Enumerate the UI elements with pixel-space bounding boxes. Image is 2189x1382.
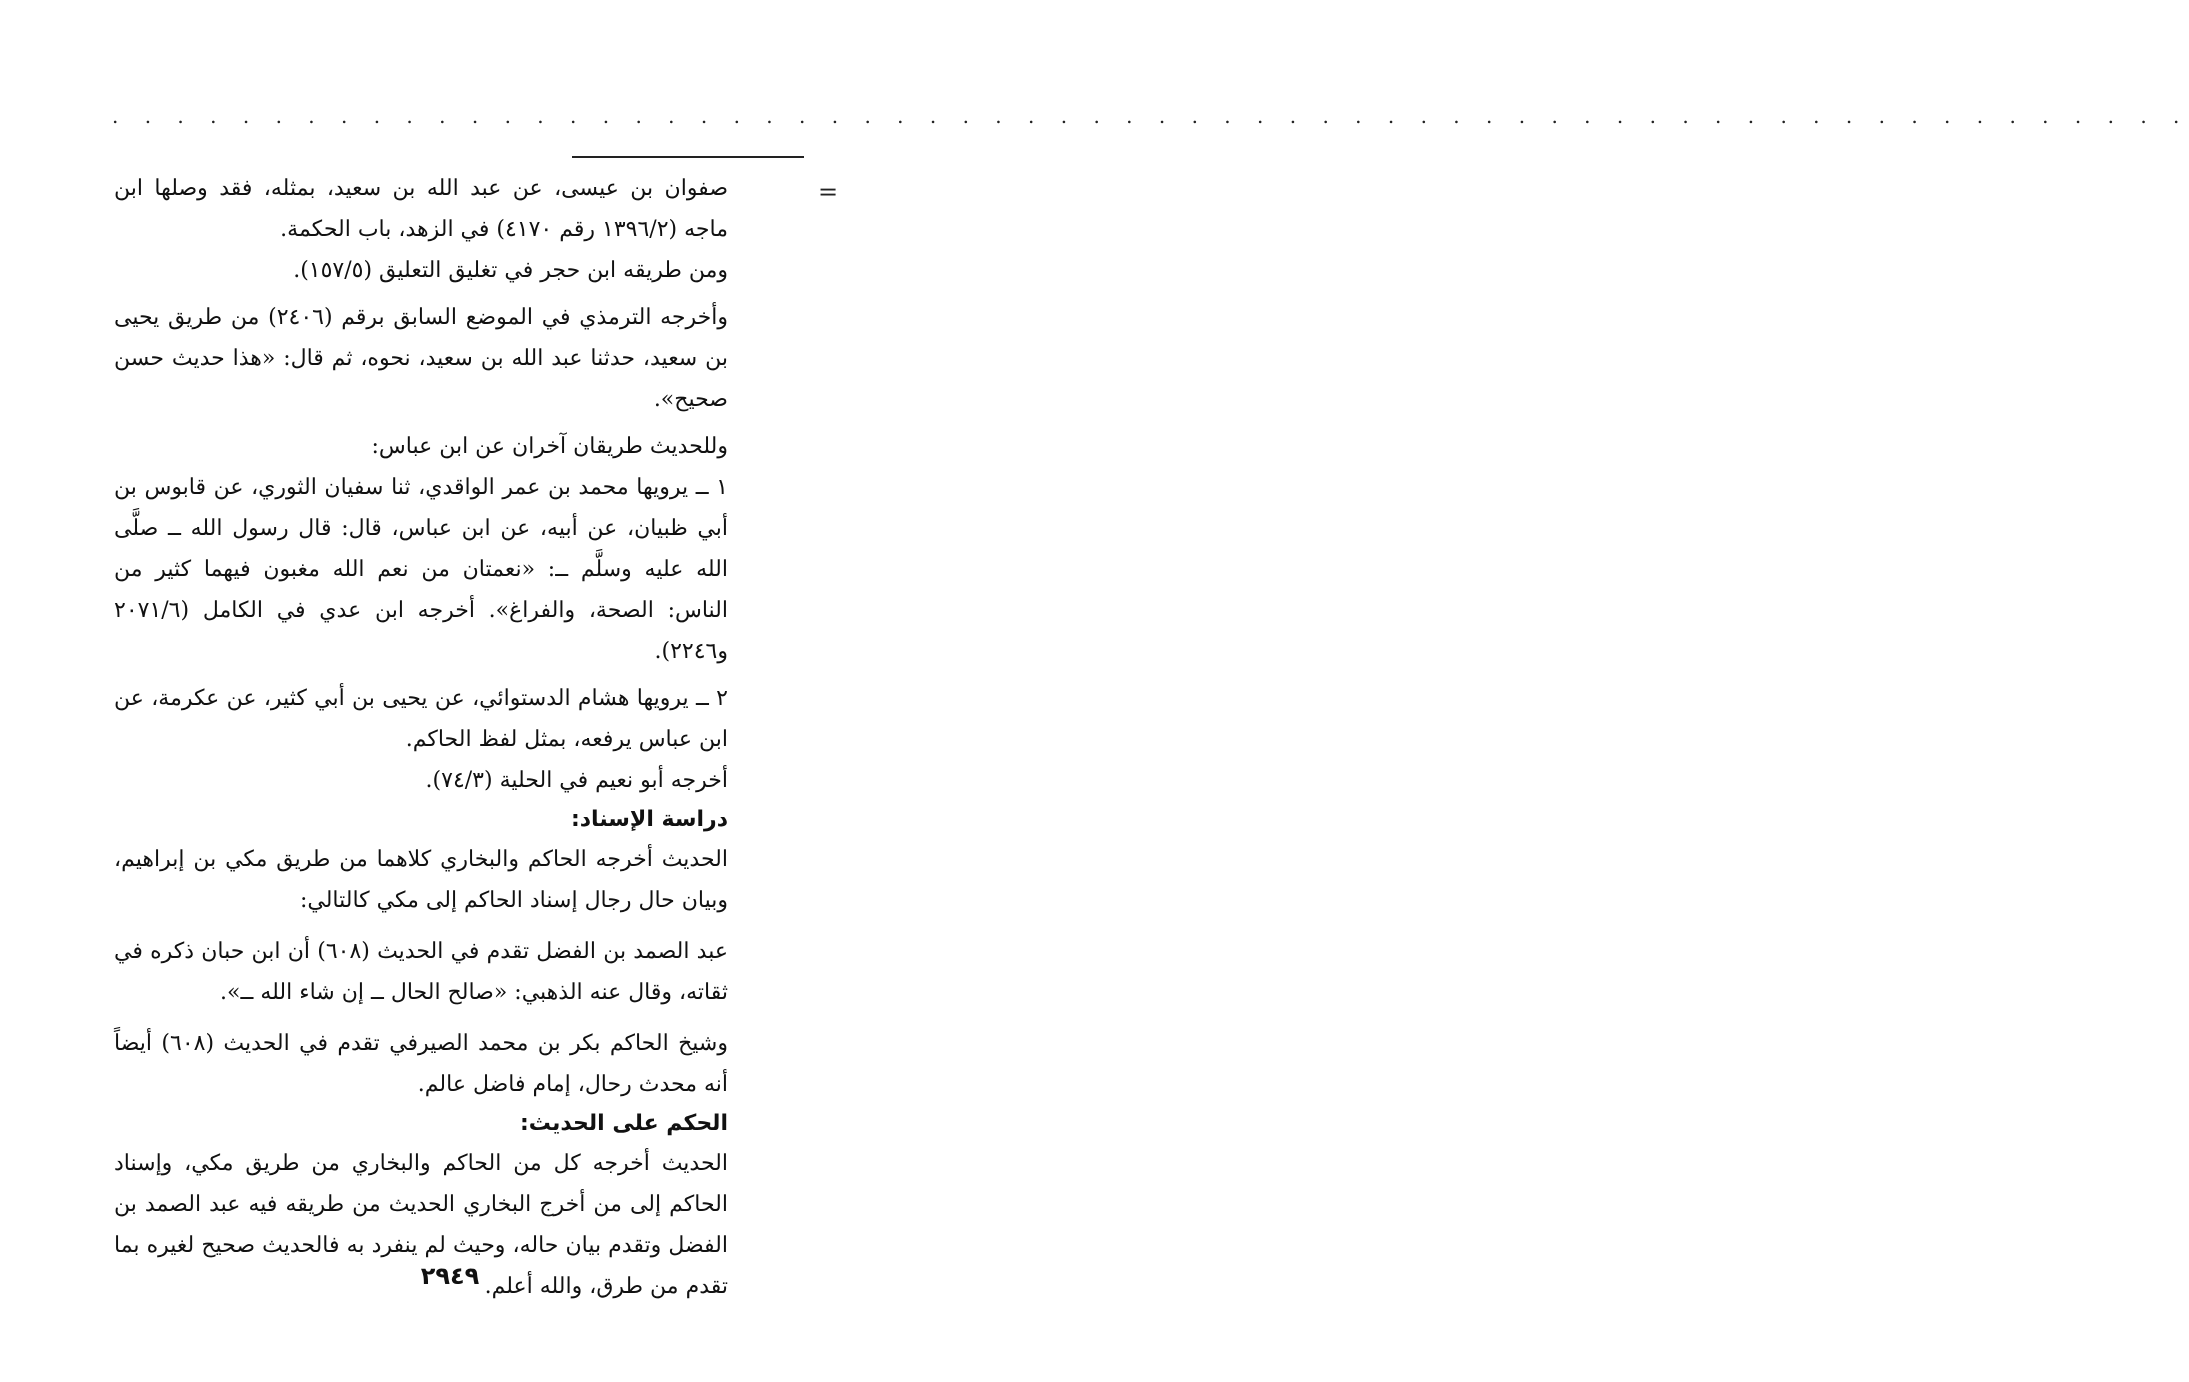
- paragraph-3: وأخرجه الترمذي في الموضع السابق برقم (٢٤٠٦) من طريق يحيى بن سعيد، حدثنا عبد الله بن سعيد، نحوه، ثم قال: «هذا حديث حسن صحيح».: [114, 305, 729, 412]
- paragraph-9: عبد الصمد بن الفضل تقدم في الحديث (٦٠٨) أن ابن حبان ذكره في ثقاته، وقال عنه الذهبي: «صالح الحال ــ إن شاء الله ــ».: [114, 939, 728, 1005]
- separator-dots: . . . . . . . . . . . . . . . . . . . . . . . . . . . . . . . . . . . . . . . . . . . . . . . . . . . . . . . . . . . . . . . .: [112, 104, 2189, 128]
- paragraph-6: ٢ ــ يرويها هشام الدستوائي، عن يحيى بن أبي كثير، عن عكرمة، عن ابن عباس يرفعه، بمثل لفظ الحاكم.: [114, 686, 728, 752]
- continuation-mark: =: [818, 178, 839, 206]
- footnote-rule: [572, 156, 804, 158]
- paragraph-2: ومن طريقه ابن حجر في تغليق التعليق (١٥٧/٥).: [293, 258, 728, 283]
- paragraph-8: الحديث أخرجه الحاكم والبخاري كلاهما من طريق مكي بن إبراهيم، وبيان حال رجال إسناد الحاكم إلى مكي كالتالي:: [114, 847, 728, 913]
- paragraph-11: الحديث أخرجه كل من الحاكم والبخاري من طريق مكي، وإسناد الحاكم إلى من أخرج البخاري الحديث من طريقه فيه عبد الصمد بن الفضل وتقدم بيان حاله، وحيث لم ينفرد به فالحديث صحيح لغيره بما تقدم من طرق، والله أعلم.: [114, 1151, 728, 1299]
- paragraph-4: وللحديث طريقان آخران عن ابن عباس:: [371, 434, 728, 459]
- paragraph-7: أخرجه أبو نعيم في الحلية (٧٤/٣).: [425, 768, 728, 793]
- page-number: ٢٩٤٩: [420, 1262, 480, 1290]
- footnote-text: [114, 168, 728, 1307]
- paragraph-5: ١ ــ يرويها محمد بن عمر الواقدي، ثنا سفيان الثوري، عن قابوس بن أبي ظبيان، عن أبيه، عن ابن عباس، قال: قال رسول الله ــ صلَّى الله عليه وسلَّم ــ: «نعمتان من نعم الله مغبون فيهما كثير من الناس: الصحة، والفراغ». أخرجه ابن عدي في الكامل (٢٠٧١/٦ و٢٢٤٦).: [114, 475, 728, 664]
- paragraph-1: صفوان بن عيسى، عن عبد الله بن سعيد، بمثله، فقد وصلها ابن ماجه (١٣٩٦/٢ رقم ٤١٧٠) في الزهد، باب الحكمة.: [114, 176, 728, 242]
- paragraph-10: وشيخ الحاكم بكر بن محمد الصيرفي تقدم في الحديث (٦٠٨) أيضاً أنه محدث رحال، إمام فاضل عالم.: [114, 1031, 728, 1097]
- section-heading-ruling: الحكم على الحديث:: [519, 1111, 728, 1136]
- section-heading-isnad: دراسة الإسناد:: [570, 807, 728, 832]
